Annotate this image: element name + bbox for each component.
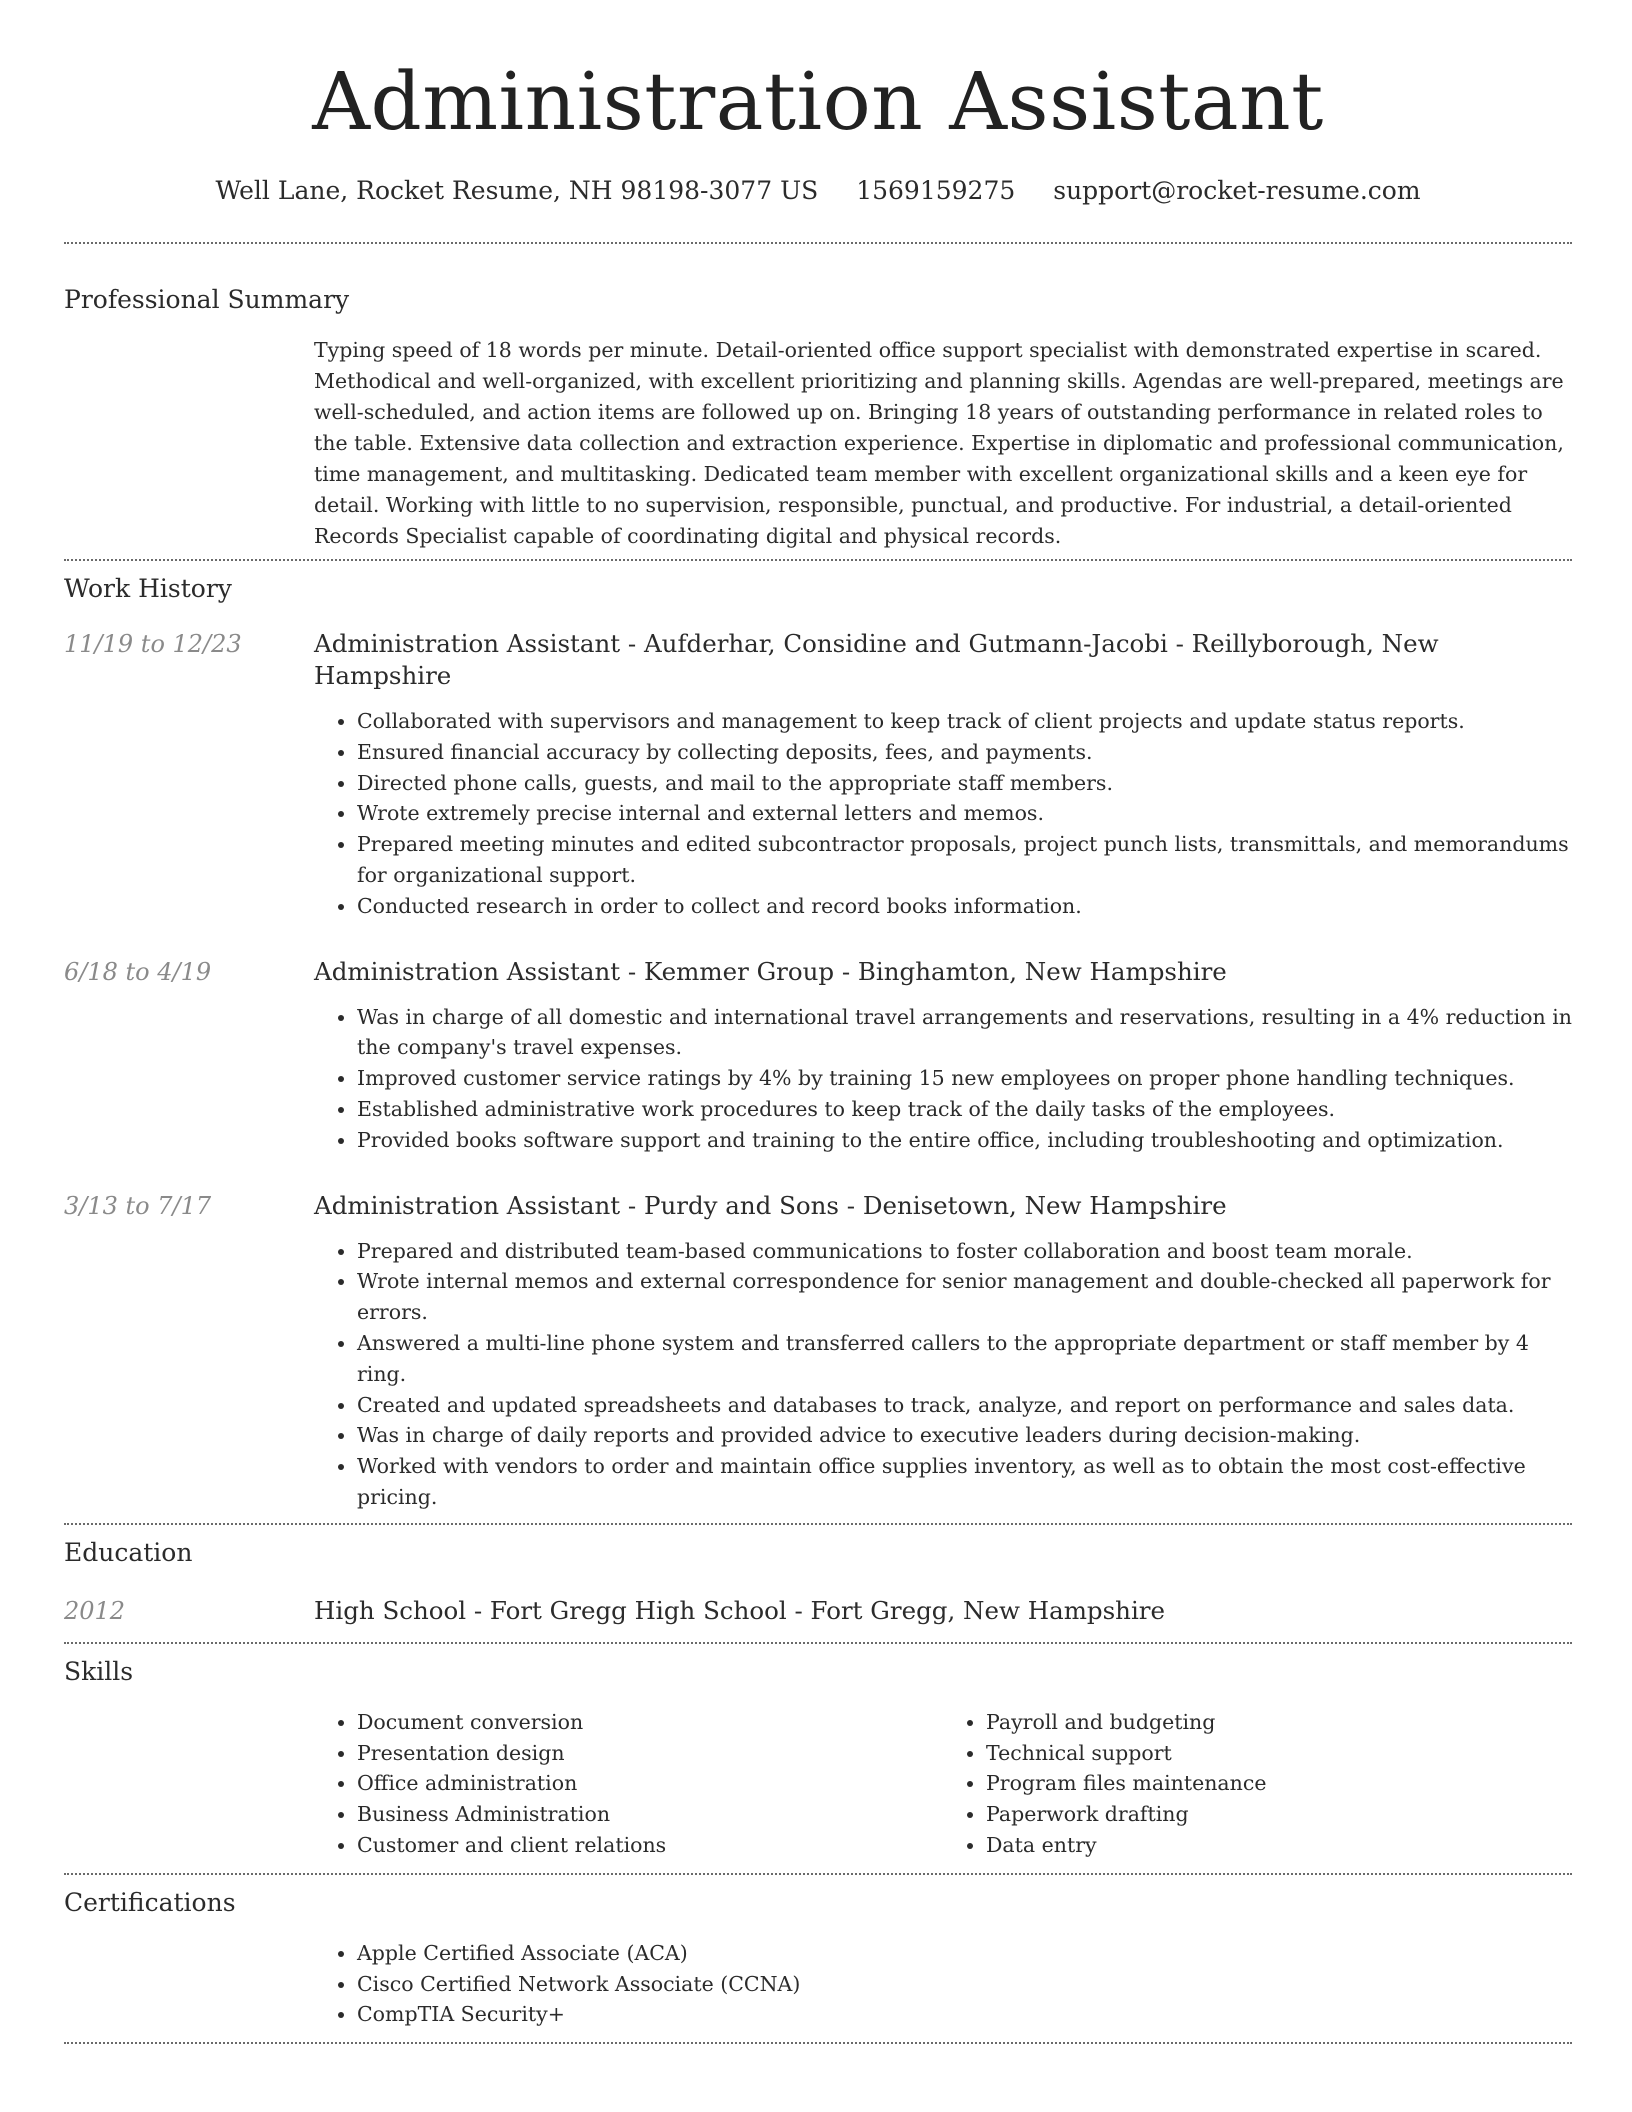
skill-item: • Document conversion — [357, 1707, 943, 1738]
job-bullets — [314, 706, 1572, 922]
job-header — [64, 628, 1572, 692]
job-dates: 3/13 to 7/17 — [64, 1191, 212, 1220]
job-title: Administration Assistant - Aufderhar, Considine and Gutmann-Jacobi - Reillyborough, New Hampshire — [314, 629, 1439, 690]
summary-section — [64, 284, 1572, 552]
skill-item: • Presentation design — [357, 1738, 943, 1769]
section-title-certifications: Certifications — [64, 1887, 236, 1917]
job-bullet: • Established administrative work procedures to keep track of the daily tasks of the employees. — [357, 1094, 1572, 1125]
skills-list-right — [943, 1707, 1572, 1861]
work-history-section — [64, 573, 1572, 1513]
job-bullet: • Worked with vendors to order and maintain office supplies inventory, as well as to obtain the most cost-effective pricing. — [357, 1451, 1572, 1513]
job-title: Administration Assistant - Purdy and Sons - Denisetown, New Hampshire — [314, 1190, 1227, 1220]
skill-item: • Technical support — [986, 1738, 1572, 1769]
skill-item: • Data entry — [986, 1830, 1572, 1861]
section-title-skills: Skills — [64, 1656, 134, 1686]
resume-name: Administration Assistant — [312, 55, 1324, 148]
job-bullets — [314, 1236, 1572, 1513]
job-entry — [64, 628, 1572, 922]
skill-item: • Customer and client relations — [357, 1830, 943, 1861]
job-bullets-container — [314, 1002, 1572, 1156]
divider — [64, 1523, 1572, 1525]
section-title-work-history: Work History — [64, 574, 232, 603]
skill-item: • Paperwork drafting — [986, 1799, 1572, 1830]
skill-item: • Office administration — [357, 1768, 943, 1799]
contact-email: support@rocket-resume.com — [1053, 176, 1421, 205]
certifications-list — [314, 1938, 1572, 2030]
divider — [64, 559, 1572, 561]
skill-item: • Program files maintenance — [986, 1768, 1572, 1799]
certifications-container — [314, 1938, 1572, 2030]
contact-address: Well Lane, Rocket Resume, NH 98198-3077 US — [215, 176, 819, 205]
job-bullet: • Improved customer service ratings by 4% by training 15 new employees on proper phone handling techniques. — [357, 1063, 1572, 1094]
education-entry — [64, 1595, 1572, 1627]
job-entry — [64, 1190, 1572, 1513]
job-bullet: • Was in charge of all domestic and international travel arrangements and reservations, resulting in a 4% reduction in the company's travel expenses. — [357, 1002, 1572, 1064]
job-dates: 11/19 to 12/23 — [64, 630, 242, 658]
job-bullet: • Created and updated spreadsheets and databases to track, analyze, and report on performance and sales data. — [357, 1390, 1572, 1421]
resume-page — [64, 0, 1572, 2044]
education-section — [64, 1537, 1572, 1627]
job-bullet: • Collaborated with supervisors and management to keep track of client projects and update status reports. — [357, 706, 1572, 737]
job-entry — [64, 956, 1572, 1156]
skills-section — [64, 1656, 1572, 1861]
contact-phone: 1569159275 — [856, 176, 1016, 205]
divider — [64, 2042, 1572, 2044]
divider — [64, 1642, 1572, 1644]
job-bullet: • Wrote internal memos and external correspondence for senior management and double-checked all paperwork for errors. — [357, 1266, 1572, 1328]
job-bullet: • Conducted research in order to collect and record books information. — [357, 891, 1572, 922]
job-bullet: • Prepared and distributed team-based communications to foster collaboration and boost team morale. — [357, 1236, 1572, 1267]
education-dates: 2012 — [64, 1596, 126, 1625]
skill-item: • Payroll and budgeting — [986, 1707, 1572, 1738]
job-bullets — [314, 1002, 1572, 1156]
divider — [64, 242, 1572, 244]
job-bullet: • Wrote extremely precise internal and external letters and memos. — [357, 798, 1572, 829]
job-bullets-container — [314, 706, 1572, 922]
certification-item: • Cisco Certified Network Associate (CCNA) — [357, 1969, 1572, 2000]
job-bullet: • Answered a multi-line phone system and transferred callers to the appropriate department or staff member by 4 ring. — [357, 1328, 1572, 1390]
summary-text: Typing speed of 18 words per minute. Detail-oriented office support specialist with demonstrated expertise in scared. Methodical and well-organized, with excellent prioritizing and planning skills. Agendas are well-prepared, meetings are well-scheduled, and action items are followed up on. Bringing 18 years of outstanding performance in related roles to the table. Extensive data collection and extraction experience. Expertise in diplomatic and professional communication, time management, and multitasking. Dedicated team member with excellent organizational skills and a keen eye for detail. Working with little to no supervision, responsible, punctual, and productive. For industrial, a detail-oriented Records Specialist capable of coordinating digital and physical records. — [314, 338, 1564, 548]
education-title: High School - Fort Gregg High School - Fort Gregg, New Hampshire — [314, 1595, 1166, 1625]
divider — [64, 1873, 1572, 1875]
job-bullet: • Ensured financial accuracy by collecting deposits, fees, and payments. — [357, 737, 1572, 768]
skills-list-left — [314, 1707, 943, 1861]
skill-item: • Business Administration — [357, 1799, 943, 1830]
job-title: Administration Assistant - Kemmer Group - Binghamton, New Hampshire — [314, 956, 1227, 986]
job-bullet: • Directed phone calls, guests, and mail to the appropriate staff members. — [357, 768, 1572, 799]
skills-grid — [314, 1707, 1572, 1861]
certification-item: • CompTIA Security+ — [357, 1999, 1572, 2030]
job-header — [64, 956, 1572, 988]
job-bullet: • Provided books software support and training to the entire office, including troubleshooting and optimization. — [357, 1125, 1572, 1156]
certification-item: • Apple Certified Associate (ACA) — [357, 1938, 1572, 1969]
job-dates: 6/18 to 4/19 — [64, 957, 212, 986]
job-bullet: • Prepared meeting minutes and edited subcontractor proposals, project punch lists, transmittals, and memorandums for organizational support. — [357, 829, 1572, 891]
job-bullet: • Was in charge of daily reports and provided advice to executive leaders during decision-making. — [357, 1420, 1572, 1451]
certifications-section — [64, 1887, 1572, 2030]
section-title-education: Education — [64, 1537, 193, 1567]
job-bullets-container — [314, 1236, 1572, 1513]
contact-line — [64, 174, 1572, 208]
section-title-summary: Professional Summary — [64, 285, 350, 314]
job-header — [64, 1190, 1572, 1222]
